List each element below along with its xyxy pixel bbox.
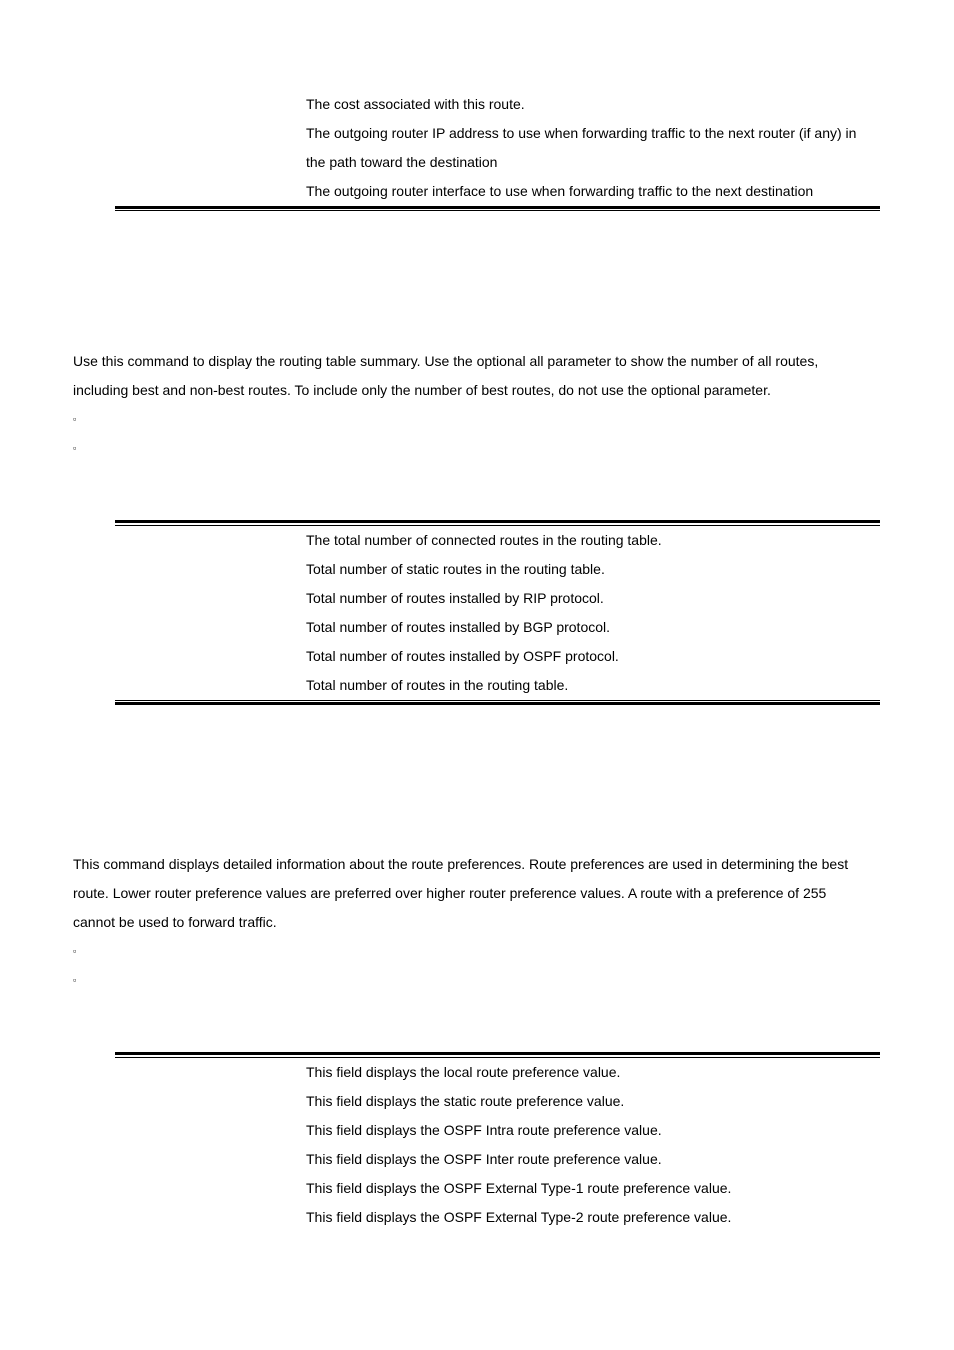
preferences-row-ospf-ext-type2: This field displays the OSPF External Type-2 route preference value.	[306, 1209, 732, 1225]
summary-row-ospf: Total number of routes installed by OSPF protocol.	[306, 648, 619, 664]
summary-table-bottom-rule	[115, 702, 880, 705]
next-hop-description-line-1: The outgoing router IP address to use when forwarding traffic to the next router (if any) in	[306, 125, 857, 141]
summary-paragraph-line-2: including best and non-best routes. To include only the number of best routes, do not use the optional parameter.	[73, 382, 771, 398]
preferences-row-ospf-ext-type1: This field displays the OSPF External Type-1 route preference value.	[306, 1180, 732, 1196]
preferences-paragraph-line-2: route. Lower router preference values are preferred over higher router preference values. A route with a preference of 255	[73, 885, 827, 901]
summary-paragraph-line-1: Use this command to display the routing table summary. Use the optional all parameter to show the number of all routes,	[73, 353, 819, 369]
summary-row-static: Total number of static routes in the routing table.	[306, 561, 605, 577]
summary-bullet-2: ▫	[73, 443, 77, 453]
table-bottom-rule	[115, 206, 880, 209]
preferences-bullet-2: ▫	[73, 975, 77, 985]
summary-table-top-rule	[115, 520, 880, 523]
preferences-row-ospf-intra: This field displays the OSPF Intra route preference value.	[306, 1122, 662, 1138]
summary-bullet-1: ▫	[73, 414, 77, 424]
preferences-row-local: This field displays the local route preference value.	[306, 1064, 621, 1080]
preferences-row-ospf-inter: This field displays the OSPF Inter route preference value.	[306, 1151, 662, 1167]
preferences-table-top-rule	[115, 1052, 880, 1055]
next-hop-description-line-2: the path toward the destination	[306, 154, 498, 170]
preferences-paragraph-line-3: cannot be used to forward traffic.	[73, 914, 277, 930]
summary-row-connected: The total number of connected routes in the routing table.	[306, 532, 662, 548]
preferences-bullet-1: ▫	[73, 946, 77, 956]
summary-row-bgp: Total number of routes installed by BGP protocol.	[306, 619, 611, 635]
table-bottom-rule-secondary	[115, 210, 880, 211]
summary-row-rip: Total number of routes installed by RIP protocol.	[306, 590, 604, 606]
interface-description: The outgoing router interface to use when forwarding traffic to the next destination	[306, 183, 814, 199]
preferences-row-static: This field displays the static route preference value.	[306, 1093, 625, 1109]
summary-row-total: Total number of routes in the routing table.	[306, 677, 569, 693]
summary-table-bottom-rule-secondary	[115, 700, 880, 701]
preferences-paragraph-line-1: This command displays detailed information about the route preferences. Route preferences are used in determining the best	[73, 856, 849, 872]
route-cost-description: The cost associated with this route.	[306, 96, 525, 112]
